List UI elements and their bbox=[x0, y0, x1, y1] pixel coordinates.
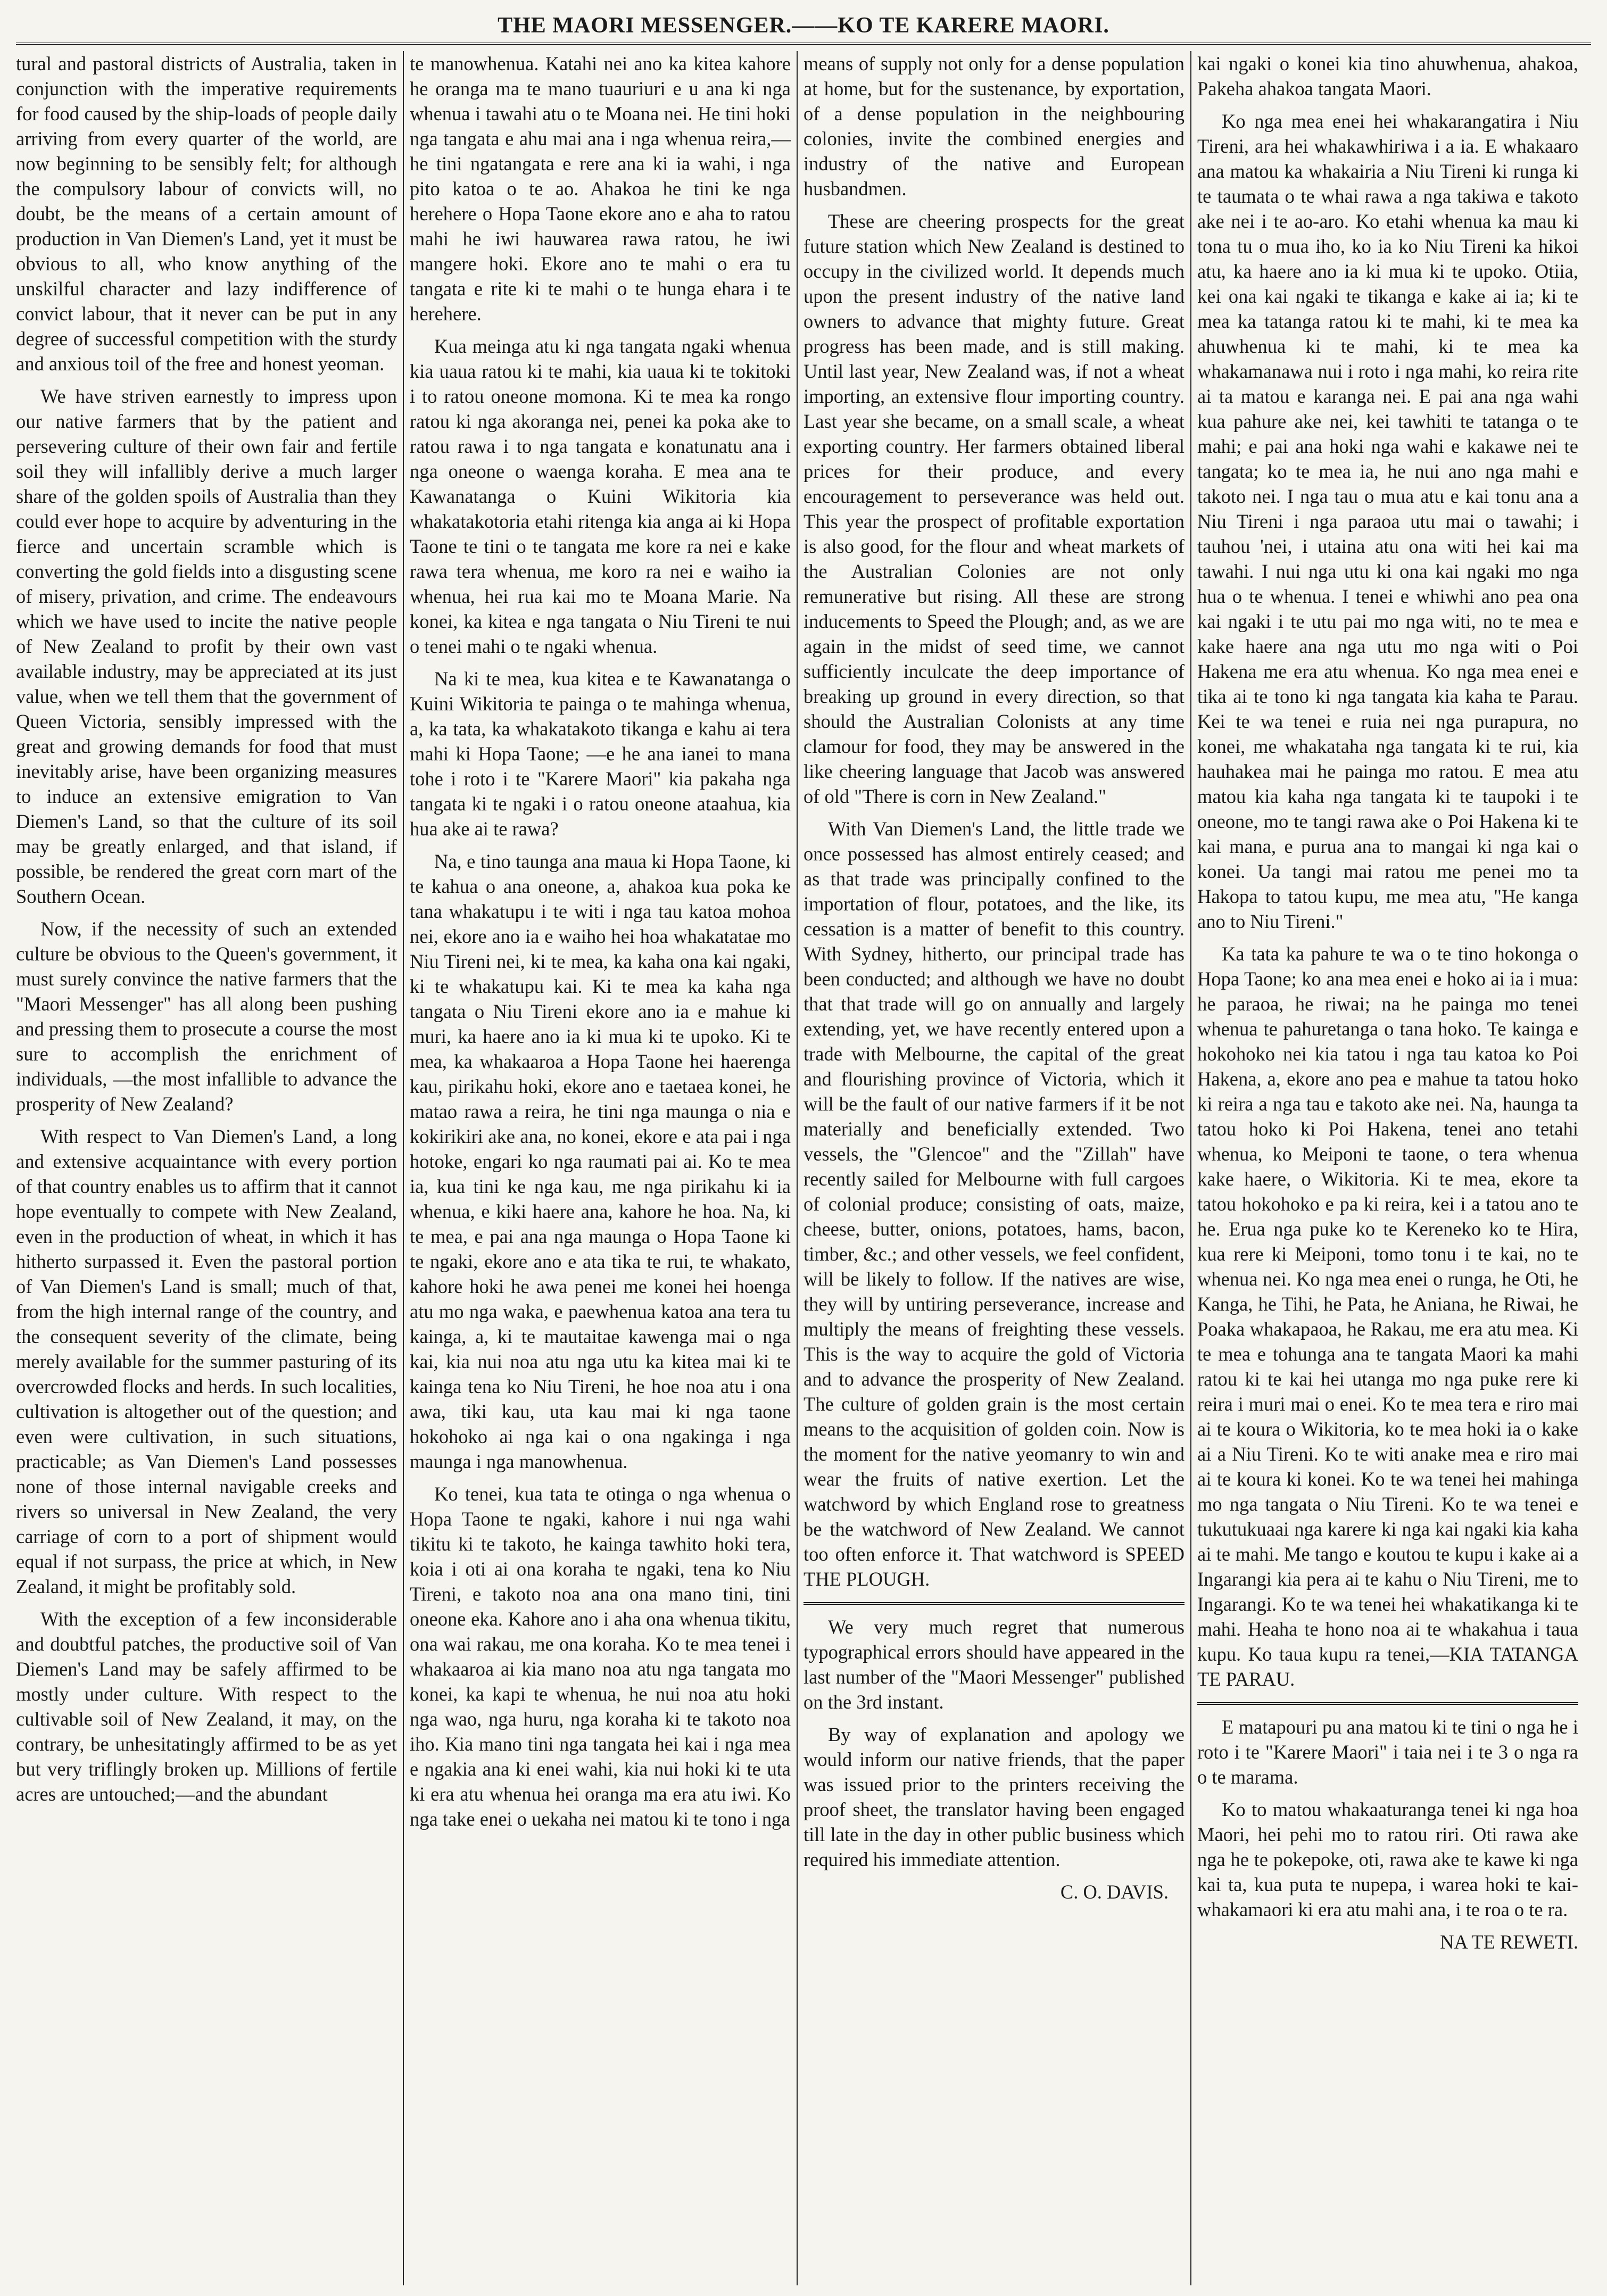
masthead-title: THE MAORI MESSENGER.——KO TE KARERE MAORI. bbox=[16, 10, 1591, 45]
columns-container bbox=[16, 51, 1591, 2285]
notice-paragraph: We very much regret that numerous typographical errors should have appeared in the last number of the "Maori Messenger" published on the 3rd instant. bbox=[804, 1616, 1184, 1713]
section-divider bbox=[1197, 1702, 1578, 1705]
paragraph: These are cheering prospects for the great future station which New Zealand is destined to occupy in the civilized world. It depends much upon the present industry of the native land owners to advance that mighty future. Great progress has been made, and is still making. Until last year, New Zealand was, if not a wheat importing, an extensive flour importing country. Last year she became, on a small scale, a wheat exporting country. Her farmers obtained liberal prices for their produce, and every encouragement to perseverance was held out. This year the prospect of profitable exportation is also good, for the flour and wheat markets of the Australian Colonies are not only remunerative but rising. All these are strong inducements to Speed the Plough; and, as we are again in the midst of seed time, we cannot sufficiently inculcate the deep importance of breaking up ground in every direction, so that should the Australian Colonists at any time clamour for food, they may be answered in the like cheering language that Jacob was answered of old "There is corn in New Zealand." bbox=[804, 210, 1184, 807]
column-divider bbox=[1190, 51, 1191, 2285]
paragraph: Ko nga mea enei hei whakarangatira i Niu Tireni, ara hei whakawhiriwa i a ia. E whakaaro ana matou ka whakairia a Niu Tireni ki runga ki te taumata o te whai rawa a nga takiwa e takoto ake nei i te ao-aro. Ko etahi whenua ka mau ki tona tu o mua iho, ko ia ko Niu Tireni ka hikoi atu, ka haere ano ia ki mua ki te upoko. Otiia, kei ona kai ngaki te tikanga e kake ai ia; ki te mea ka tatanga ratou ki te mahi, ki te mea ka ahuwhenua ki te mahi, ki te mea ka whakamanawa nui i roto i nga mahi, ko reira rite ai ta matou e karanga nei. E pai ana nga wahi kua pahure ake nei, kei tawhiti te tatanga o te mahi; e pai ana hoki nga wahi e kakawe nei te tangata; ko te mea ia, he nui ano nga mahi e takoto nei. I nga tau o mua atu e kai tonu ana a Niu Tireni i nga paraoa utu mai o tawahi; i tauhou 'nei, i utaina atu ona witi hei kai ma tawahi. I nui nga utu ki ona kai ngaki mo nga hua o te whenua. I tenei e whiwhi ano pea ona kai ngaki i te utu pai mo nga witi, no te mea e kake haere ana nga utu mo nga witi o Poi Hakena me era atu whenua. Ko nga mea enei e tika ai te tono ki nga tangata kia kaha te Parau. Kei te wa tenei e ruia nei nga purapura, no konei, me whakataha nga tangata ki te rui, kia hauhakea mai he painga mo ratou. E mea atu matou kia kaha nga tangata ki te taupoki i te oneone, mo te tangi rawa ake o Poi Hakena ki te kai mana, e purua ana to mangai ki nga kai o konei. Ua tangi mai ratou me penei mo ta Hakopa to tatou kupu, me mea atu, "He kanga ano to Niu Tireni." bbox=[1197, 110, 1578, 932]
paragraph: means of supply not only for a dense population at home, but for the sustenance, by exportation, of a dense population in the neighbouring colonies, invite the combined energies and industry of the native and European husbandmen. bbox=[804, 53, 1184, 200]
paragraph: Now, if the necessity of such an extended culture be obvious to the Queen's government, it must surely convince the native farmers that the "Maori Messenger" has all along been pushing and pressing them to prosecute a course the most sure to accomplish the enrichment of individuals, —the most infallible to advance the prosperity of New Zealand? bbox=[16, 918, 397, 1115]
paragraph: With respect to Van Diemen's Land, a long and extensive acquaintance with every portion of that country enables us to affirm that it cannot hope eventually to compete with New Zealand, even in the production of wheat, in which it has hitherto surpassed it. Even the pastoral portion of Van Diemen's Land is small; much of that, from the high internal range of the country, and the consequent severity of the climate, being merely available for the summer pasturing of its overcrowded flocks and herds. In such localities, cultivation is altogether out of the question; and even were cultivation, in such situations, practicable; as Van Diemen's Land possesses none of those internal navigable creeks and rivers so universal in New Zealand, the very carriage of corn to a port of shipment would equal if not surpass, the price at which, in New Zealand, it might be profitably sold. bbox=[16, 1125, 397, 1597]
notice-paragraph: Ko to matou whakaaturanga tenei ki nga hoa Maori, hei pehi mo to ratou riri. Oti rawa ake nga he te pokepoke, oti, rawa ake te kawe ki nga kai ta, kua puta te nupepa, i warea hoki te kai-whakamaori ki era atu mahi ana, i te roa o te ra. bbox=[1197, 1798, 1578, 1920]
paragraph: We have striven earnestly to impress upon our native farmers that by the patient and persevering culture of their own fair and fertile soil they will infallibly derive a much larger share of the golden spoils of Australia than they could ever hope to acquire by adventuring in the fierce and uncertain scramble which is converting the gold fields into a disgusting scene of misery, privation, and crime. The endeavours which we have used to incite the native people of New Zealand to profit by their own vast available industry, may be appreciated at its just value, when we tell them that the government of Queen Victoria, sensibly impressed with the great and growing demands for food that must inevitably arise, have been organizing measures to induce an extensive emigration to Van Diemen's Land, so that the culture of its soil may be greatly enlarged, and that island, if possible, be rendered the great corn mart of the Southern Ocean. bbox=[16, 385, 397, 907]
column-3-english bbox=[804, 51, 1184, 2285]
paragraph: tural and pastoral districts of Australia, taken in conjunction with the imperative requirements for food caused by the ship-loads of people daily arriving from every quarter of the world, are now beginning to be sensibly felt; for although the compulsory labour of convicts will, no doubt, be the means of a certain amount of production in Van Diemen's Land, yet it must be obvious to all, who know anything of the unskilful character and lazy indifference of convict labour, that it never can be put in any degree of successful competition with the sturdy and anxious toil of the free and honest yeoman. bbox=[16, 53, 397, 375]
section-divider bbox=[804, 1602, 1184, 1605]
paragraph: With Van Diemen's Land, the little trade we once possessed has almost entirely ceased; and as that trade was principally confined to the importation of flour, potatoes, and the like, its cessation is a matter of benefit to this country. With Sydney, hitherto, our principal trade has been conducted; and although we have no doubt that that trade will go on annually and largely extending, yet, we have recently entered upon a trade with Melbourne, the capital of the great and flourishing province of Victoria, which it will be the fault of our native farmers if it be not materially and beneficially extended. Two vessels, the "Glencoe" and the "Zillah" have recently sailed for Melbourne with full cargoes of colonial produce; consisting of oats, maize, cheese, butter, onions, potatoes, hams, bacon, timber, &c.; and other vessels, we feel confident, will be likely to follow. If the natives are wise, they will by untiring perseverance, increase and multiply the means of freighting these vessels. This is the way to acquire the gold of Victoria and to advance the prosperity of New Zealand. The culture of golden grain is the most certain means to the acquisition of golden coin. Now is the moment for the native yeomanry to win and wear the fruits of native exertion. Let the watchword by which England rose to greatness be the watchword of New Zealand. We cannot too often enforce it. That watchword is SPEED THE PLOUGH. bbox=[804, 818, 1184, 1590]
column-1-english bbox=[16, 51, 397, 2285]
column-2-maori bbox=[410, 51, 791, 2285]
paragraph: With the exception of a few inconsiderable and doubtful patches, the productive soil of Van Diemen's Land may be safely affirmed to be mostly under culture. With respect to the cultivable soil of New Zealand, it may, on the contrary, be unhesitatingly affirmed to be as yet but very triflingly broken up. Millions of fertile acres are untouched;—and the abundant bbox=[16, 1608, 397, 1805]
column-divider bbox=[797, 51, 798, 2285]
paragraph: te manowhenua. Katahi nei ano ka kitea kahore he oranga ma te mano tuauriuri e u ana ki nga whenua i tawahi atu o te Moana nei. He tini hoki nga tangata e ahu mai ana i nga whenua reira,—he tini ngatangata e rere ana ki ia wahi, i nga pito katoa o te ao. Ahakoa he tini ke nga herehere o Hopa Taone ekore ano e aha to ratou mahi he iwi hauwarea rawa ratou, he iwi mangere hoki. Ekore ano te mahi o era tu tangata e rite ki te mahi o te hunga ehara i te herehere. bbox=[410, 53, 791, 325]
paragraph: Ka tata ka pahure te wa o te tino hokonga o Hopa Taone; ko ana mea enei e hoko ai ia i mua: he paraoa, he riwai; na he painga mo tenei whenua te pahuretanga o tana hoko. Te kainga e hokohoko nei kia tatou i nga tau katoa ko Poi Hakena, a, ekore ano pea e mahue ta tatou hoko ki reira a nga tau e takoto ake nei. Na, haunga ta tatou hoko ki Poi Hakena, tenei ano tetahi whenua, ko Meiponi te taone, o tera whenua kake haere, o Wikitoria. Ki te mea, ekore ta tatou hokohoko e pa ki reira, kei i a tatou ano te he. Erua nga puke ko te Kereneko ko te Hira, kua rere ki Meiponi, tomo tonu i te kai, no te whenua nei. Ko nga mea enei o runga, he Oti, he Kanga, he Tihi, he Pata, he Aniana, he Riwai, he Poaka whakapaoa, he Rakau, me era atu mea. Ki te mea e tohunga ana te tangata Maori ka mahi ratou ki te kai hei utanga mo nga puke rere ki reira i muri mai o enei. Ko te mea tera e riro mai ai te koura o Wikitoria, ko te mea hoki ia o kake ai a Niu Tireni. Ko te witi anake mea e riro mai ai te koura ki konei. Ko te wa tenei hei mahinga mo nga tangata o Niu Tireni. Ko te wa tenei e tukutukuaai nga karere ki nga kai ngaki kia kaha ai te mahi. Me tango e koutou te kupu i kake ai a Ingarangi kia pera ai te kahu o Niu Tireni, me to Ingarangi. Ko te wa tenei hei whakatikanga ki te mahi. Heaha te hono noa ai te whakahua i taua kupu. Ko taua kupu ra tenei,—KIA TATANGA TE PARAU. bbox=[1197, 943, 1578, 1690]
column-4-maori bbox=[1197, 51, 1578, 2285]
paragraph: Ko tenei, kua tata te otinga o nga whenua o Hopa Taone te ngaki, kahore i nui nga wahi tikitu ki te takoto, he kainga tawhito hoki tera, koia i oti ai ona koraha te ngaki, tena ko Niu Tireni, e takoto noa ana ona mano tini, tini oneone eka. Kahore ano i aha ona whenua tikitu, ona wai rakau, me ona koraha. Ko te mea tenei i whakaaroa ai kia mano noa atu nga tangata mo konei, ka kapi te whenua, he nui noa atu hoki nga wao, nga huru, nga koraha ki te takoto noa iho. Kia mano tini nga tangata hei kai i nga mea e ngakia ana ki enei wahi, kia nui hoki ki te uta ki era atu whenua hei oranga ma era atu iwi. Ko nga take enei o uekaha nei matou ki te tono i nga bbox=[410, 1483, 791, 1830]
signature: NA TE REWETI. bbox=[1440, 1931, 1578, 1953]
paragraph: Kua meinga atu ki nga tangata ngaki whenua kia uaua ratou ki te mahi, kia uaua ki te tokitoki i to ratou oneone momona. Ki te mea ka rongo ratou ki nga akoranga nei, penei ka poka ake to ratou rawa i to nga tangata e konatunatu ana i nga oneone o waenga koraha. E mea ana te Kawanatanga o Kuini Wikitoria kia whakatakotoria etahi ritenga kia anga ai ki Hopa Taone te tini o te tangata me kore ra nei e kake rawa tera whenua, me koro ra nei e waiho ia whenua, hei rua kai mo te Moana Marie. Na konei, ka kitea e nga tangata o Niu Tireni te nui o tenei mahi o te ngaki whenua. bbox=[410, 335, 791, 657]
notice-paragraph: E matapouri pu ana matou ki te tini o nga he i roto i te "Karere Maori" i taia nei i te 3 o nga ra o te marama. bbox=[1197, 1716, 1578, 1788]
notice-paragraph: By way of explanation and apology we would inform our native friends, that the paper was issued prior to the printers receiving the proof sheet, the translator having been engaged till late in the day in other public business which required his immediate attention. bbox=[804, 1723, 1184, 1870]
signature: C. O. DAVIS. bbox=[1060, 1881, 1169, 1903]
paragraph: Na ki te mea, kua kitea e te Kawanatanga o Kuini Wikitoria te painga o te mahinga whenua, a, ka tata, ka whakatakoto tikanga e kahu ai tera mahi ki Hopa Taone; —e he ana ianei to mana tohe i roto i te "Karere Maori" kia pakaha nga tangata ki te ngaki i o ratou oneone ataahua, kia hua ake ai te rawa? bbox=[410, 668, 791, 840]
column-divider bbox=[403, 51, 404, 2285]
paragraph: kai ngaki o konei kia tino ahuwhenua, ahakoa, Pakeha ahakoa tangata Maori. bbox=[1197, 53, 1578, 100]
paragraph: Na, e tino taunga ana maua ki Hopa Taone, ki te kahua o ana oneone, a, ahakoa kua poka ke tana whakatupu i te witi i nga tau katoa mohoa nei, ekore ano ia e waiho hei hoa whakatatae mo Niu Tireni nei, ki te mea, ka kaha ona kai ngaki, ki te whakatupu kai. Ki te mea ka kaha nga tangata o Niu Tireni ekore ano ia e mahue ki muri, ka haere ano ia ki mua ki te upoko. Ki te mea, ka whakaaroa a Hopa Taone hei haerenga kau, pirikahu hoki, ekore ano e taetaea konei, he matao rawa a reira, he tini nga maunga o nia e kokirikiri ake ana, no konei, ekore e ata pai i nga hotoke, engari ko nga raumati pai ai. Ko te mea ia, kua tini ke nga kau, me nga pirikahu ki ia whenua, e kiki haere ana, kahore he hoa. Na, ki te mea, e pai ana nga maunga o Hopa Taone ki te ngaki, ekore ano e ata tika te rui, te whakato, kahore hoki he awa penei me konei hei hoenga atu mo nga waka, e paewhenua katoa ana tera tu kainga, a, ki te mautaitae kawenga mai o nga kai, kia nui noa atu nga utu ka kitea mai ki te kainga tena ko Niu Tireni, he hoe noa atu i ona awa, tiki kau, uta kau mai ki nga taone hokohoko ai nga kai o ona ngakinga i nga maunga i nga manowhenua. bbox=[410, 850, 791, 1472]
